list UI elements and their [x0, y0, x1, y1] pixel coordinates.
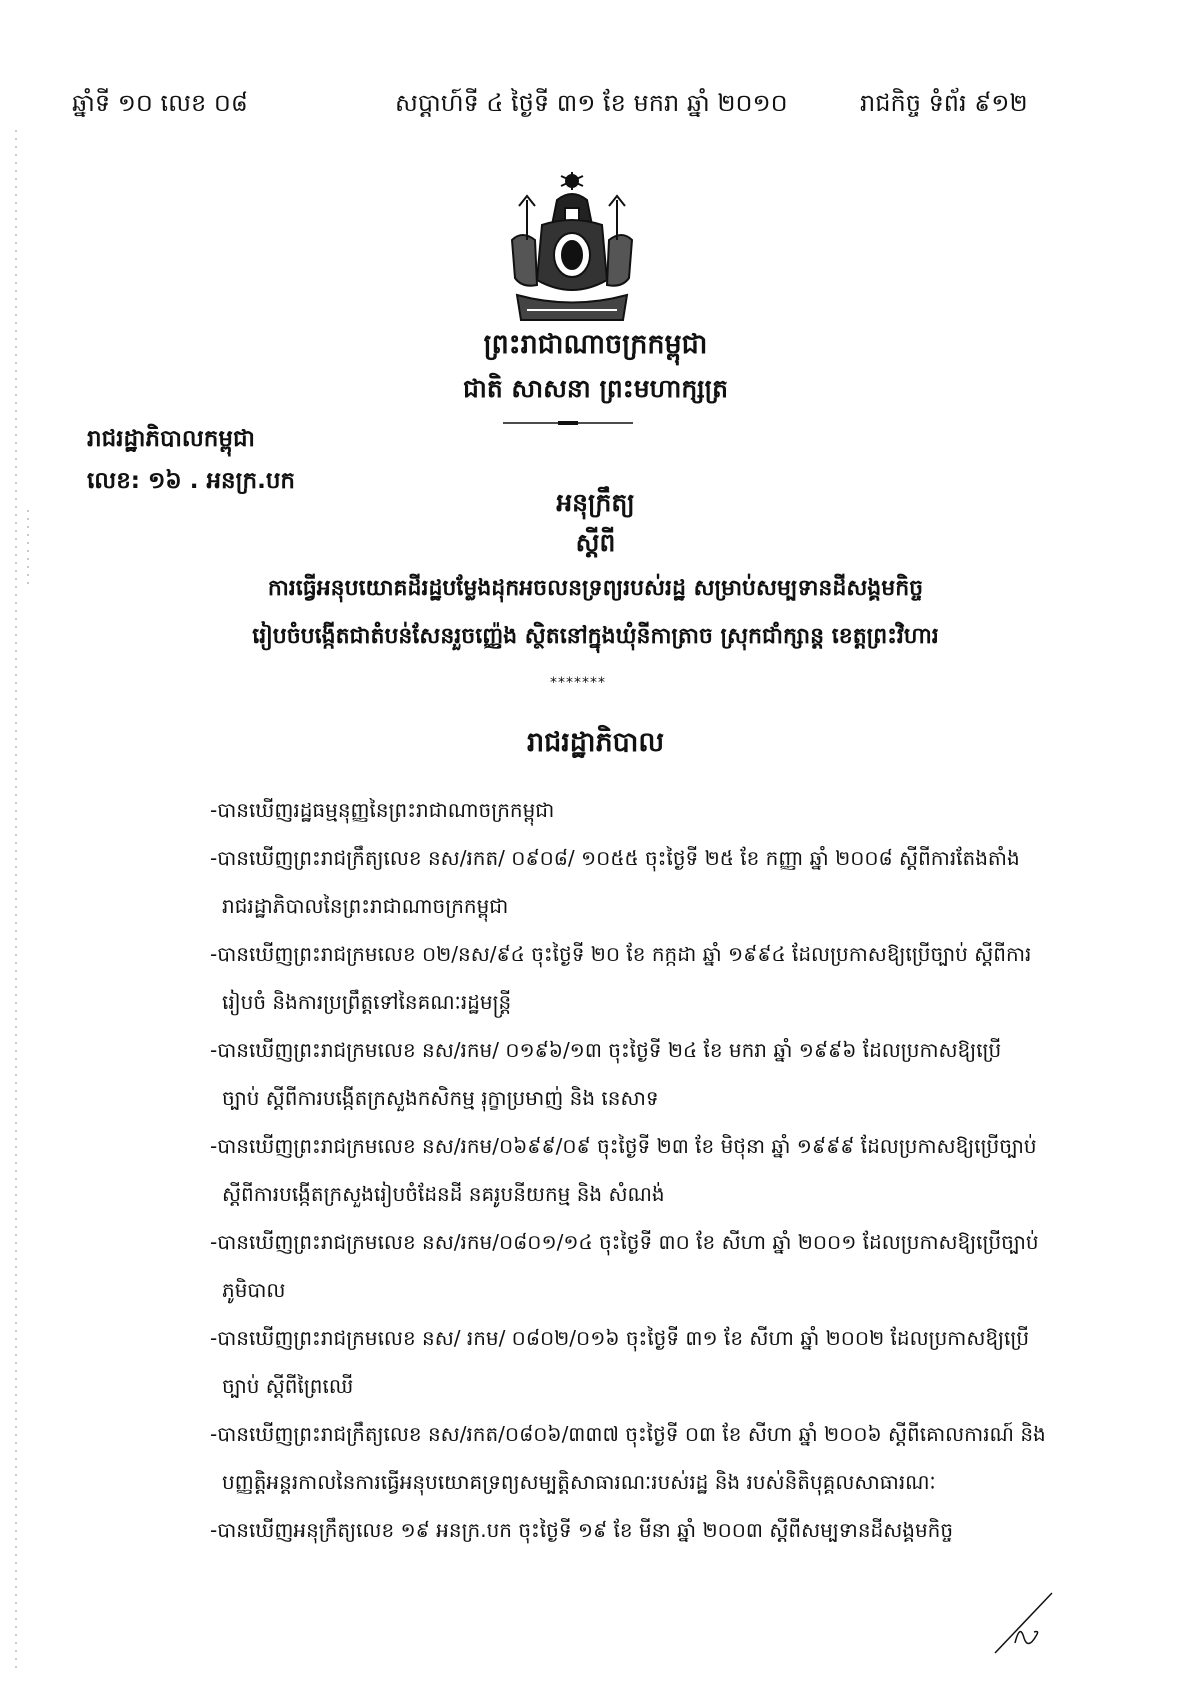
section-separator: *******	[550, 675, 606, 691]
authority-heading: រាជរដ្ឋាភិបាល	[526, 727, 665, 758]
preamble-item-continuation: ស្តីពីការបង្កើតក្រសួងរៀបចំដែនដី នគរូបនីយកម្ម និង សំណង់	[222, 1182, 665, 1206]
preamble-item-text: -បានឃើញព្រះរាជក្រមលេខ នស/រកម/ ០១៩៦/១៣ ចុះថ្ងៃទី ២៤ ខែ មករា ឆ្នាំ ១៩៩៦ ដែលប្រកាសឱ្យប្រើ	[210, 1038, 1002, 1062]
subject-line-1: ការធ្វើអនុបយោគដីរដ្ឋបម្លែងដុកអចលនទ្រព្យរបស់រដ្ឋ សម្រាប់សម្បទានដីសង្គមកិច្ច	[267, 576, 924, 601]
scan-margin-marks	[6, 130, 36, 1670]
royal-emblem-icon	[497, 170, 647, 330]
preamble-item-text: -បានឃើញអនុក្រឹត្យលេខ ១៩ អនក្រ.បក ចុះថ្ងៃទី ១៩ ខែ មីនា ឆ្នាំ ២០០៣ ស្តីពីសម្បទានដីសង្គមកិច្ច	[210, 1518, 954, 1542]
preamble-item	[210, 1314, 1050, 1410]
preamble-item-text: -បានឃើញរដ្ឋធម្មនុញ្ញនៃព្រះរាជាណាចក្រកម្ពុជា	[210, 798, 555, 822]
preamble-item-continuation: រាជរដ្ឋាភិបាលនៃព្រះរាជាណាចក្រកម្ពុជា	[222, 894, 509, 918]
preamble-item-text: -បានឃើញព្រះរាជក្រឹត្យលេខ នស/រកត/០៨០៦/៣៣៧ ចុះថ្ងៃទី ០៣ ខែ សីហា ឆ្នាំ ២០០៦ ស្តីពីគោលការណ៍ និង	[210, 1422, 1046, 1446]
subject-line-2: រៀបចំបង្កើតជាតំបន់សែនរួចញ្ញ៉េង ស្ថិតនៅក្នុងឃុំនីកាត្រាច ស្រុកជាំក្សាន្ត ខេត្តព្រះវិហារ	[252, 624, 939, 649]
preamble-item	[210, 1410, 1050, 1506]
preamble-item-continuation: ច្បាប់ ស្តីពីការបង្កើតក្រសួងកសិកម្ម រុក្ខាប្រមាញ់ និង នេសាទ	[222, 1086, 659, 1110]
preamble-item-text: -បានឃើញព្រះរាជក្រមលេខ ០២/នស/៩៤ ចុះថ្ងៃទី ២០ ខែ កក្កដា ឆ្នាំ ១៩៩៤ ដែលប្រកាសឱ្យប្រើច្បាប់ ស្តីពីការ	[210, 942, 1032, 966]
issuer-name: រាជរដ្ឋាភិបាលកម្ពុជា	[87, 426, 255, 452]
preamble-list	[210, 786, 1050, 1554]
preamble-item	[210, 1218, 1050, 1314]
document-on: ស្តីពី	[575, 528, 616, 557]
preamble-item	[210, 1506, 1050, 1554]
preamble-item-text: -បានឃើញព្រះរាជក្រឹត្យលេខ នស/រកត/ ០៩០៨/ ១០៥៥ ចុះថ្ងៃទី ២៥ ខែ កញ្ញា ឆ្នាំ ២០០៨ ស្តីពីការតែងតាំង	[210, 846, 1020, 870]
header-issue-number: ឆ្នាំទី ១០ លេខ ០៨	[72, 89, 248, 117]
preamble-item-text: -បានឃើញព្រះរាជក្រមលេខ នស/រកម/០៦៩៩/០៩ ចុះថ្ងៃទី ២៣ ខែ មិថុនា ឆ្នាំ ១៩៩៩ ដែលប្រកាសឱ្យប្រើច្បាប់	[210, 1134, 1037, 1158]
preamble-item-continuation: បញ្ញត្តិអន្តរកាលនៃការធ្វើអនុបយោគទ្រព្យសម្បត្តិសាធារណៈរបស់រដ្ឋ និង របស់និតិបុគ្គលសាធារណៈ	[222, 1470, 936, 1494]
preamble-item	[210, 834, 1050, 930]
preamble-item-text: -បានឃើញព្រះរាជក្រមលេខ នស/ រកម/ ០៨០២/០១៦ ចុះថ្ងៃទី ៣១ ខែ សីហា ឆ្នាំ ២០០២ ដែលប្រកាសឱ្យប្រើ	[210, 1326, 1030, 1350]
initials-signature-icon	[990, 1588, 1060, 1658]
kingdom-name: ព្រះរាជាណាចក្រកម្ពុជា	[483, 329, 708, 360]
ornamental-divider-icon	[503, 421, 633, 425]
preamble-item	[210, 1026, 1050, 1122]
preamble-item-continuation: រៀបចំ និងការប្រព្រឹត្តទៅនៃគណៈរដ្ឋមន្ត្រី	[222, 990, 512, 1014]
reference-number: លេខ: ១៦ . អនក្រ.បក	[87, 468, 296, 494]
document-type: អនុក្រឹត្យ	[556, 488, 635, 517]
preamble-item-continuation: ភូមិបាល	[222, 1278, 286, 1302]
preamble-item	[210, 930, 1050, 1026]
preamble-item	[210, 1122, 1050, 1218]
national-motto: ជាតិ សាសនា ព្រះមហាក្សត្រ	[463, 374, 728, 403]
header-date: សប្តាហ៍ទី ៤ ថ្ងៃទី ៣១ ខែ មករា ឆ្នាំ ២០១០	[395, 89, 788, 117]
header-page-number: រាជកិច្ច ទំព័រ ៩១២	[860, 89, 1028, 117]
preamble-item-text: -បានឃើញព្រះរាជក្រមលេខ នស/រកម/០៨០១/១៤ ចុះថ្ងៃទី ៣០ ខែ សីហា ឆ្នាំ ២០០១ ដែលប្រកាសឱ្យប្រើច្បាប់	[210, 1230, 1039, 1254]
preamble-item-continuation: ច្បាប់ ស្តីពីព្រៃឈើ	[222, 1374, 354, 1398]
preamble-item	[210, 786, 1050, 834]
